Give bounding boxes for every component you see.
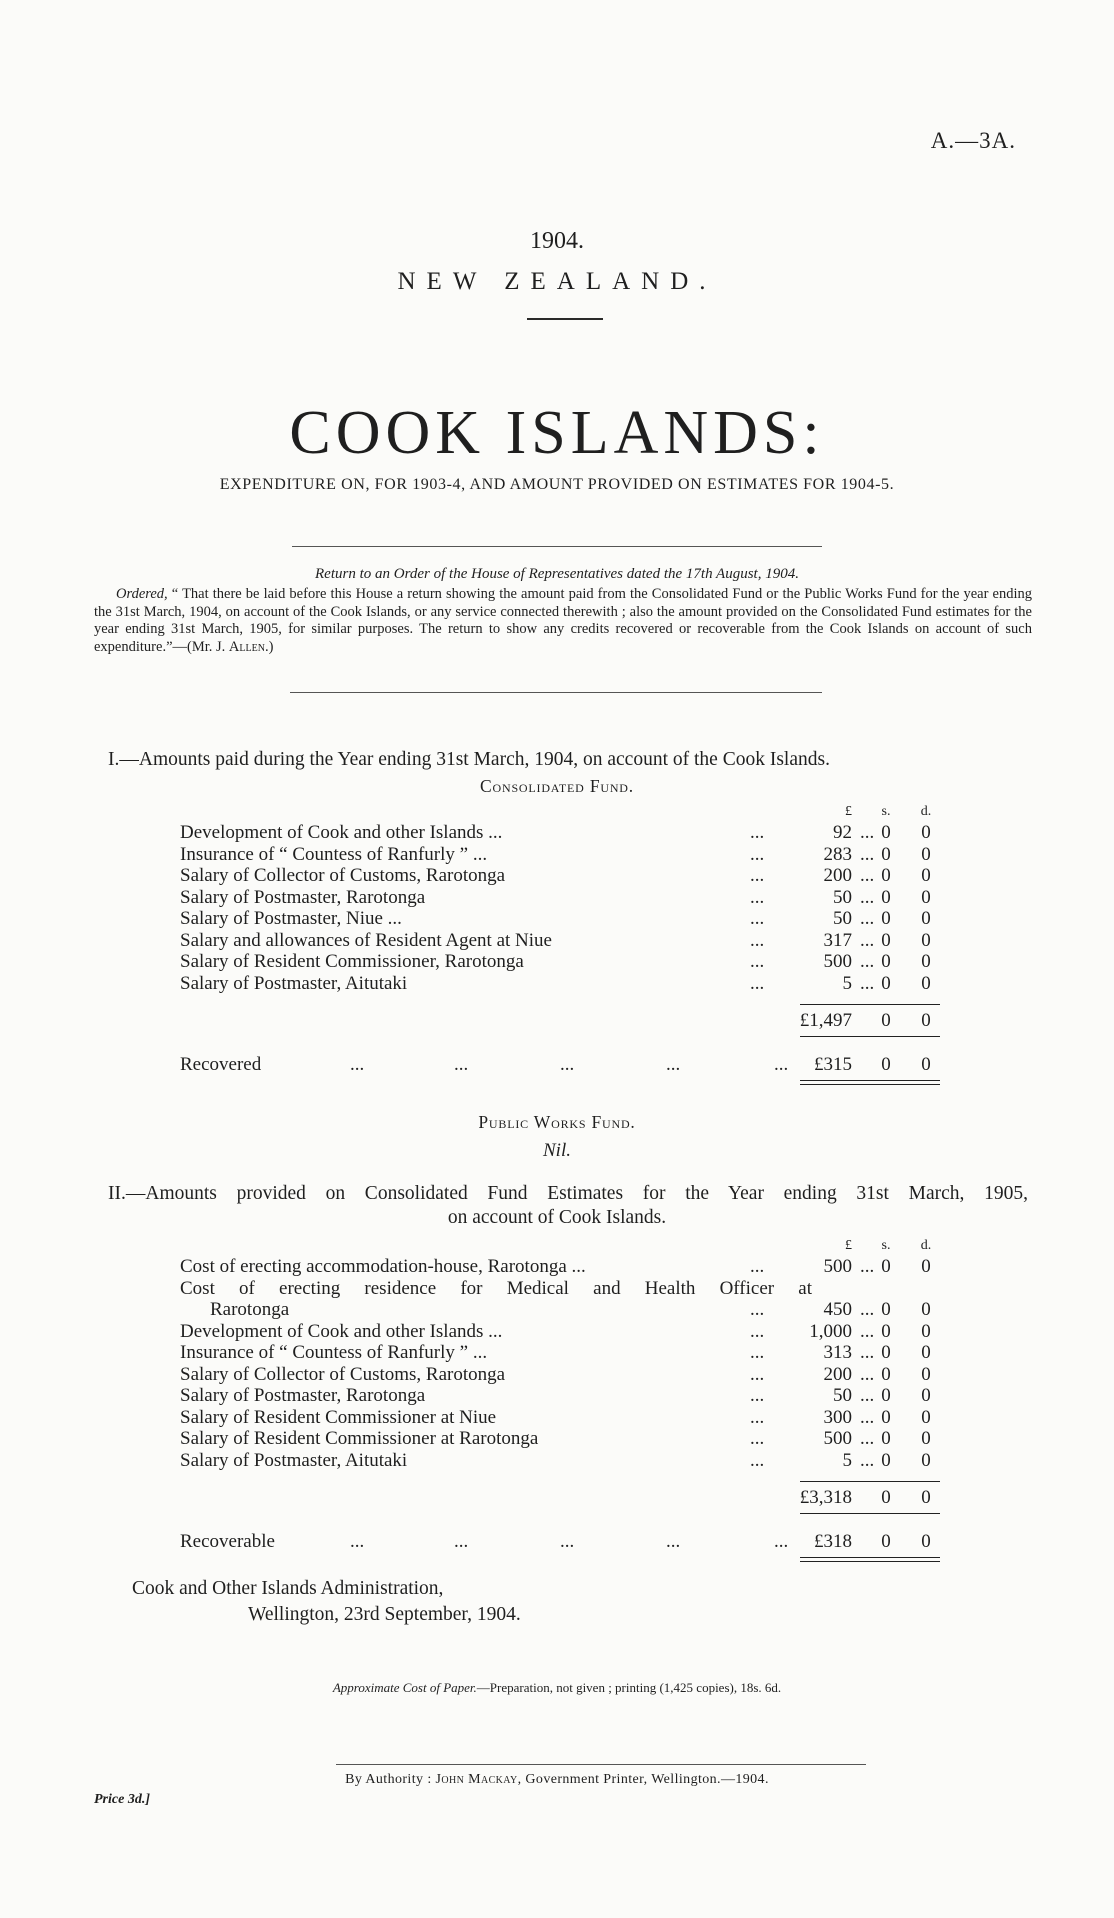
table-row [180,1299,940,1321]
row-label: Development of Cook and other Islands ... [180,1320,503,1342]
leader-dot: ... [454,1054,469,1075]
row-label: Salary of Postmaster, Rarotonga [180,1385,426,1406]
amount-shillings: 0 [881,822,891,843]
divider [292,546,822,547]
table-row [180,1428,940,1450]
recovery-pence: 0 [921,1054,931,1075]
leader-dot: ... [774,1531,789,1552]
total-pounds: £3,318 [799,1487,852,1508]
price: Price 3d.] [94,1792,150,1807]
return-order-line: Return to an Order of the House of Representatives dated the 17th August, 1904. [315,566,799,582]
row-label: Salary of Postmaster, Rarotonga [180,886,426,908]
pounds-header: £ [845,804,852,819]
row-label: Rarotonga [210,1299,290,1320]
amount-shillings: 0 [881,1449,891,1471]
amount-pounds: 50 [833,908,852,929]
authority-suffix: , Government Printer, Wellington.—1904. [517,1772,769,1787]
leader-dot: ... [750,1406,765,1428]
row-label: Salary of Postmaster, Aitutaki [180,972,408,994]
amount-pounds: 450 [823,1299,852,1320]
table-row [180,865,940,887]
signature-line-1: Cook and Other Islands Administration, [132,1578,444,1599]
leader-dot: ... [750,1428,765,1449]
recovery-shillings: 0 [881,1054,891,1075]
row-label: Salary of Collector of Customs, Rarotonga [180,865,506,886]
amount-shillings: 0 [881,929,891,951]
recovery-pounds: £315 [814,1054,852,1075]
amount-pounds: 5 [842,972,852,994]
leader-dot: ... [860,951,875,972]
consolidated-fund-heading: Consolidated Fund. [480,776,634,796]
amount-shillings: 0 [881,843,891,865]
cost-note-label: Approximate Cost of Paper. [332,1680,477,1695]
recovery-shillings: 0 [881,1531,891,1552]
amount-pounds: 500 [823,1428,852,1449]
leader-dot: ... [750,886,765,908]
leader-dot: ... [860,1428,875,1449]
amount-shillings: 0 [881,865,891,886]
authority-prefix: By Authority : [345,1772,432,1787]
amount-shillings: 0 [881,1406,891,1428]
row-label: Salary of Postmaster, Aitutaki [180,1449,408,1471]
leader-dot: ... [350,1531,365,1552]
section-2-heading-line-2: on account of Cook Islands. [447,1207,667,1228]
amount-shillings: 0 [881,908,891,929]
amount-shillings: 0 [881,972,891,994]
table-row [180,973,940,995]
leader-dot: ... [750,1342,765,1363]
amount-pounds: 200 [823,1363,852,1385]
section-1-heading: I.—Amounts paid during the Year ending 31st March, 1904, on account of the Cook Islands. [108,749,830,770]
leader-dot: ... [860,1363,875,1385]
leader-dot: ... [860,1406,875,1428]
total-shillings: 0 [881,1010,891,1031]
row-label: Salary of Resident Commissioner, Rarotonga [180,951,524,972]
amount-shillings: 0 [881,1385,891,1406]
currency-header [180,804,940,822]
page-title: COOK ISLANDS: [289,399,825,467]
amount-pounds: 5 [842,1449,852,1471]
country-heading: NEW ZEALAND. [397,268,717,295]
leader-dot: ... [750,1385,765,1406]
printer-name: John Mackay [435,1772,518,1787]
amount-pounds: 500 [823,1256,852,1277]
row-label: Salary and allowances of Resident Agent at Niue [180,929,552,951]
amount-shillings: 0 [881,1256,891,1277]
leader-dot: ... [750,929,765,951]
total-pounds: £1,497 [799,1010,852,1031]
table-row [180,951,940,973]
amount-shillings: 0 [881,1428,891,1449]
shillings-header: s. [881,804,891,819]
amount-pounds: 317 [823,929,852,951]
shillings-header: s. [881,1238,891,1253]
double-rule [800,1084,940,1085]
amount-shillings: 0 [881,1342,891,1363]
leader-dot: ... [860,865,875,886]
page-subtitle: EXPENDITURE ON, FOR 1903-4, AND AMOUNT PROVIDED ON ESTIMATES FOR 1904-5. [219,476,895,493]
row-label: Insurance of “ Countess of Ranfurly ” ... [180,843,488,865]
amount-pence: 0 [921,908,931,929]
leader-dot: ... [454,1531,469,1552]
amount-pounds: 300 [823,1406,852,1428]
amount-shillings: 0 [881,951,891,972]
row-label: Salary of Postmaster, Niue ... [180,908,402,929]
amount-shillings: 0 [881,886,891,908]
public-works-fund-value: Nil. [543,1140,571,1161]
amount-pence: 0 [921,843,931,865]
leader-dot: ... [750,972,765,994]
table-row [180,930,940,952]
amount-pence: 0 [921,1428,931,1449]
double-rule [800,1557,940,1558]
amount-pence: 0 [921,865,931,886]
amount-pence: 0 [921,1449,931,1471]
leader-dot: ... [860,1385,875,1406]
section-2-heading-line-1: II.—Amounts provided on Consolidated Fund Estimates for the Year ending 31st March, 1905, [108,1183,1028,1204]
amount-pence: 0 [921,929,931,951]
row-label: Salary of Collector of Customs, Rarotonga [180,1363,506,1385]
amount-pounds: 50 [833,886,852,908]
row-label: Development of Cook and other Islands ... [180,822,503,843]
leader-dot: ... [750,1256,765,1277]
amount-pounds: 50 [833,1385,852,1406]
amount-shillings: 0 [881,1363,891,1385]
recovery-pounds: £318 [814,1531,852,1552]
pounds-header: £ [845,1238,852,1253]
leader-dot: ... [560,1054,575,1075]
leader-dot: ... [860,822,875,843]
recovery-label: Recoverable [180,1531,275,1552]
leader-dot: ... [350,1054,365,1075]
table-row [180,1450,940,1472]
leader-dot: ... [666,1531,681,1552]
leader-dot: ... [774,1054,789,1075]
amount-pence: 0 [921,972,931,994]
amount-pence: 0 [921,1299,931,1320]
total-row [180,1010,940,1032]
leader-dot: ... [750,1320,765,1342]
amount-pence: 0 [921,1385,931,1406]
leader-dot: ... [666,1054,681,1075]
amount-pence: 0 [921,1342,931,1363]
amount-pounds: 200 [823,865,852,886]
amount-pence: 0 [921,1256,931,1277]
leader-dot: ... [860,1299,875,1320]
amount-pence: 0 [921,951,931,972]
row-label: Salary of Resident Commissioner at Niue [180,1406,497,1428]
leader-dot: ... [860,1342,875,1363]
table-row [180,1407,940,1429]
divider [336,1764,866,1765]
total-rule [800,1481,940,1482]
leader-dot: ... [750,865,765,886]
row-label: Cost of erecting accommodation-house, Rarotonga ... [180,1256,586,1277]
pence-header: d. [920,1238,932,1253]
recovery-row [180,1054,940,1076]
total-rule [800,1004,940,1005]
leader-dot: ... [860,1256,875,1277]
amount-pounds: 1,000 [809,1320,852,1342]
leader-dot: ... [860,972,875,994]
cost-note-text: —Preparation, not given ; printing (1,425 copies), 18s. 6d. [476,1680,782,1695]
publication-year: 1904. [530,228,584,254]
leader-dot: ... [860,929,875,951]
table-row [180,887,940,909]
order-closing: .) [264,638,274,655]
leader-dot: ... [750,843,765,865]
public-works-fund-heading: Public Works Fund. [478,1112,636,1132]
amount-pounds: 283 [823,843,852,865]
member-name: Allen [228,638,265,655]
recovery-row [180,1531,940,1553]
order-text: “ That there be laid before this House a return showing the amount paid from the Consolidated Fund or the Public Works Fund for the year ending the 31st March, 1904, on account of the Cook Islands, or any service connected therewith ; also the amount provided on the Consolidated Fund estimates for the year ending 31st March, 1905, for similar purposes. The return to show any credits recovered or recoverable from the Cook Islands on account of such expenditure.”—(Mr. J. [94,586,1033,655]
amount-pounds: 500 [823,951,852,972]
amount-pence: 0 [921,822,931,843]
table-row [180,1278,940,1300]
leader-dot: ... [750,822,765,843]
leader-dot: ... [860,843,875,865]
total-rule [800,1513,940,1514]
leader-dot: ... [750,951,765,972]
printer-authority [0,1772,1114,1788]
row-label: Salary of Resident Commissioner at Rarotonga [180,1428,539,1449]
recovery-pence: 0 [921,1531,931,1552]
table-row [180,1364,940,1386]
leader-dot: ... [750,1299,765,1320]
table-row [180,844,940,866]
leader-dot: ... [750,908,765,929]
double-rule [800,1561,940,1562]
leader-dot: ... [750,1363,765,1385]
leader-dot: ... [860,886,875,908]
amount-pence: 0 [921,1363,931,1385]
leader-dot: ... [750,1449,765,1471]
recovery-label: Recovered [180,1054,262,1075]
amount-pounds: 92 [833,822,852,843]
amount-pence: 0 [921,886,931,908]
leader-dot: ... [560,1531,575,1552]
table-row [180,1256,940,1278]
table-row [180,908,940,930]
table-row [180,1321,940,1343]
leader-dot: ... [860,1320,875,1342]
row-label: Cost of erecting residence for Medical and Health Officer at [180,1277,812,1299]
table-row [180,822,940,844]
document-reference: A.—3A. [930,128,1016,153]
divider [290,692,822,693]
leader-dot: ... [860,1449,875,1471]
total-rule [800,1036,940,1037]
total-pence: 0 [921,1487,931,1508]
leader-dot: ... [860,908,875,929]
amount-pounds: 313 [823,1342,852,1363]
total-pence: 0 [921,1010,931,1031]
amount-shillings: 0 [881,1299,891,1320]
divider [527,318,603,320]
row-label: Insurance of “ Countess of Ranfurly ” ... [180,1342,488,1363]
table-row [180,1385,940,1407]
order-paragraph [94,586,1032,656]
double-rule [800,1080,940,1081]
total-shillings: 0 [881,1487,891,1508]
amount-pence: 0 [921,1320,931,1342]
amount-shillings: 0 [881,1320,891,1342]
cost-note [0,1680,1114,1696]
currency-header [180,1238,940,1256]
table-row [180,1342,940,1364]
amount-pence: 0 [921,1406,931,1428]
ordered-word: Ordered, [116,586,168,602]
signature-line-2: Wellington, 23rd September, 1904. [248,1604,521,1625]
total-row [180,1487,940,1509]
pence-header: d. [920,804,932,819]
